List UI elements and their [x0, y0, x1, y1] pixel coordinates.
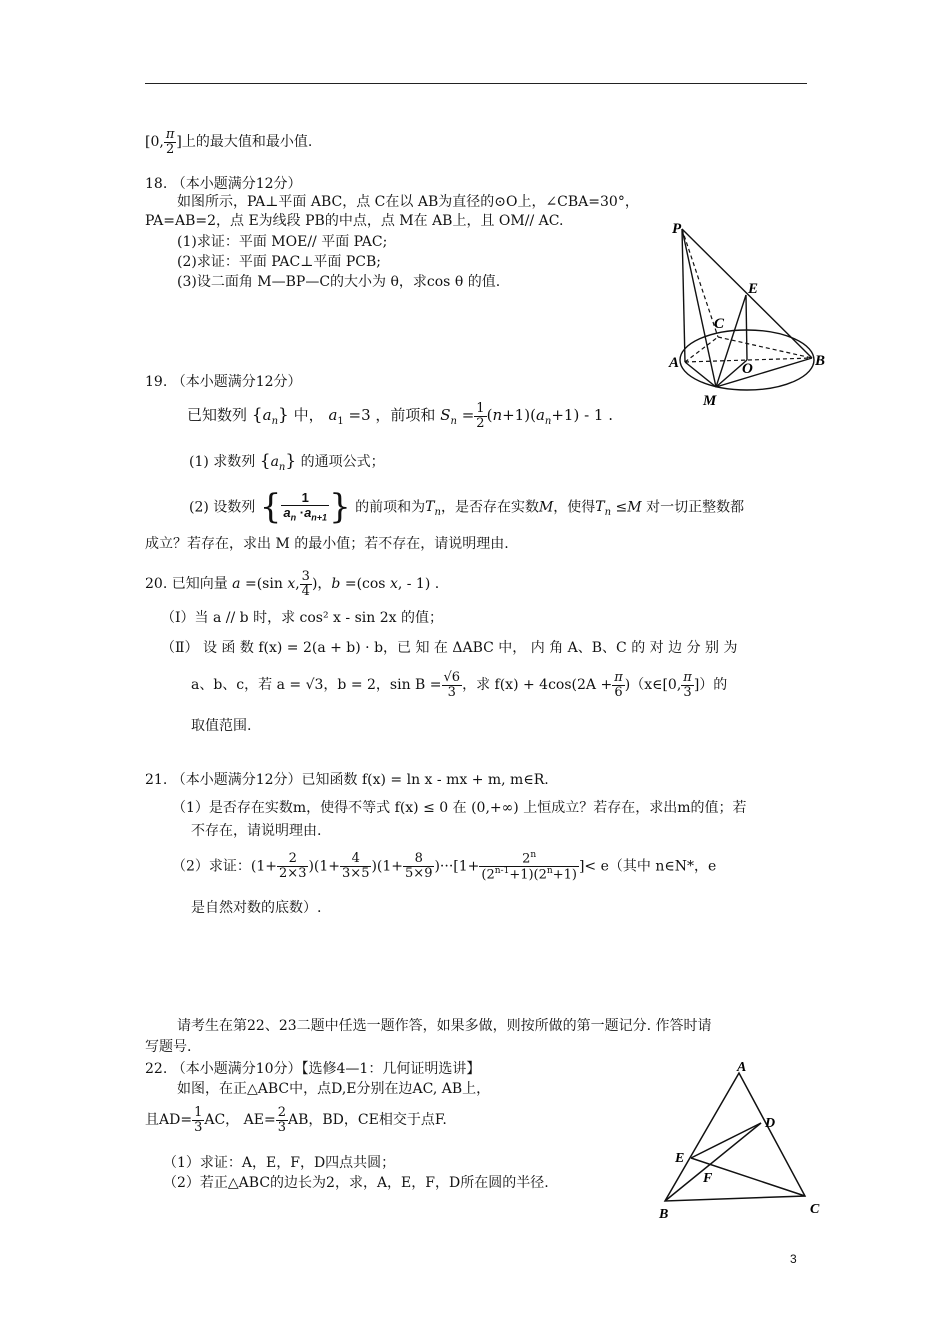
edge-PA — [682, 229, 685, 362]
q20-part1: （Ⅰ）当 a // b 时，求 cos² x - sin 2x 的值； — [161, 610, 443, 626]
label-E: E — [748, 281, 759, 297]
label-B: B — [659, 1207, 669, 1222]
header-rule — [145, 83, 807, 84]
triangle-ABC — [665, 1073, 805, 1201]
q18-part2: (2)求证：平面 PAC⊥平面 PCB; — [177, 254, 381, 270]
q22-triangle-figure — [655, 1055, 830, 1225]
choose-note-line2: 写题号. — [145, 1039, 192, 1055]
q19-line1: 已知数列 $\{a_n\}$ 中， $a_1 =3$ ，前项和 $S_n$ = $\frac{1}{2}$ $(n+1)(a_n+1) - 1$ . — [187, 401, 613, 431]
edge-OE — [746, 295, 747, 360]
label-D: D — [765, 1116, 776, 1131]
label-A: A — [669, 355, 680, 371]
q19-part1: (1) 求数列 $\{a_n\}$ 的通项公式； — [189, 451, 385, 473]
q18-intro-line2: PA=AB=2，点 E为线段 PB的中点，点 M在 AB上，且 OM// AC. — [145, 213, 564, 229]
q21-part1-line2: 不存在，请说明理由. — [191, 823, 322, 839]
q18-part1: (1)求证：平面 MOE// 平面 PAC; — [177, 234, 388, 250]
label-F: F — [703, 1171, 713, 1186]
q20-part2-line2: a、b、c，若 a = √3，b = 2，sin B = $\frac{√6}{3}$ ，求 f(x) + 4cos(2A + $\frac{\pi}{6}$ )（x∈[0, $\frac{\pi}{3}$ ]）的 — [191, 670, 728, 700]
q17-tail: [0, $\frac{\pi}{2}$ ]上的最大值和最小值. — [145, 127, 313, 157]
q18-cone-figure — [660, 215, 830, 410]
label-E: E — [675, 1151, 685, 1166]
edge-MB — [716, 358, 812, 387]
label-B: B — [815, 353, 826, 369]
q21-part1-line1: （1）是否存在实数m，使得不等式 f(x) ≤ 0 在 (0,+∞) 上恒成立？若存在，求出m的值；若 — [172, 800, 747, 816]
q20-part2-line3: 取值范围. — [191, 718, 252, 734]
edge-PC — [682, 229, 718, 337]
q18-intro-line1: 如图所示，PA⊥平面 ABC，点 C在以 AB为直径的⊙O上，∠CBA=30°， — [177, 194, 639, 210]
label-P: P — [672, 221, 682, 237]
label-A: A — [737, 1060, 747, 1075]
choose-note-line1: 请考生在第22、23二题中任选一题作答，如果多做，则按所做的第一题记分. 作答时请 — [177, 1018, 712, 1034]
page-number: 3 — [790, 1252, 797, 1266]
q19-part2: (2) 设数列 { $\frac{1}{a_n \cdot a_{n+1}}$ } 的前项和为$T_n$，是否存在实数M，使得$T_n \le M$ 对一切正整数都 — [189, 487, 745, 527]
label-O: O — [742, 361, 753, 377]
label-C: C — [714, 316, 725, 332]
q21-part2-line1: （2）求证：(1+ $\frac{2}{2\times 3}$ )(1+ $\frac{4}{3\times 5}$ )(1+ $\frac{8}{5\times 9}$ )···[1+ $\frac{2^n}{(2^{n-1}+1)(2^n+1)}$ ]< e（其中 n∈N*，e — [172, 850, 717, 883]
label-M: M — [703, 393, 717, 409]
q21-header: 21. （本小题满分12分）已知函数 f(x) = ln x - mx + m, m∈R. — [145, 772, 549, 788]
q22-part2: （2）若正△ABC的边长为2，求，A，E，F，D所在圆的半径. — [163, 1175, 549, 1191]
segment-ED — [691, 1123, 761, 1158]
q19-last-line: 成立？若存在，求出 M 的最小值；若不存在，请说明理由. — [145, 536, 509, 552]
edge-AC — [685, 337, 718, 362]
q22-intro: 如图，在正△ABC中，点D,E分别在边AC, AB上， — [177, 1081, 491, 1097]
q20-header: 20. 已知向量 a =(sin x, $\frac{3}{4}$ )，b =(cos x, - 1) . — [145, 569, 440, 599]
label-C: C — [810, 1202, 820, 1217]
q22-header: 22. （本小题满分10分）【选修4—1：几何证明选讲】 — [145, 1061, 481, 1077]
q22-part1: （1）求证：A，E，F，D四点共圆； — [163, 1155, 396, 1171]
q18-part3: (3)设二面角 M—BP—C的大小为 θ，求cos θ 的值. — [177, 274, 501, 290]
q21-part2-line2: 是自然对数的底数）. — [191, 900, 322, 916]
q18-header: 18. （本小题满分12分） — [145, 176, 302, 192]
q19-header: 19. （本小题满分12分） — [145, 374, 302, 390]
q22-line2: 且AD= $\frac{1}{3}$ AC， AE= $\frac{2}{3}$ AB，BD，CE相交于点F. — [145, 1105, 447, 1135]
q20-part2-line1: （Ⅱ） 设 函 数 f(x) = 2(a + b) · b，已 知 在 ΔABC 中， 内 角 A、B、C 的 对 边 分 别 为 — [161, 640, 738, 656]
